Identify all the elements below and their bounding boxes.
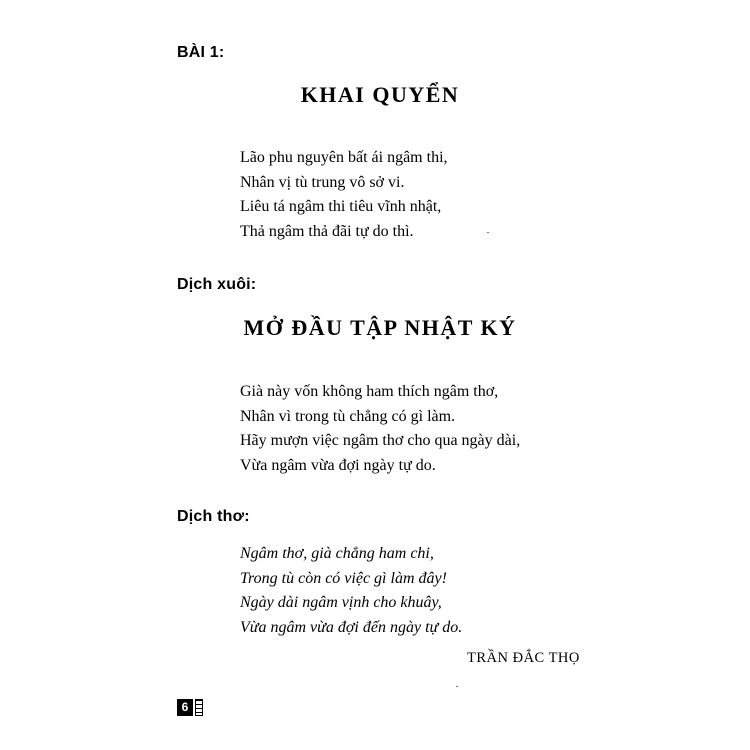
verse-translation — [240, 542, 462, 640]
verse-line: Trong tù còn có việc gì làm đây! — [240, 569, 447, 587]
verse-translation-label: Dịch thơ: — [177, 508, 250, 525]
translator-name: TRẦN ĐẮC THỌ — [467, 650, 580, 666]
verse-line: Ngày dài ngâm vịnh cho khuây, — [240, 594, 442, 611]
prose-line: Hãy mượn việc ngâm thơ cho qua ngày dài, — [240, 432, 521, 449]
prose-line: Vừa ngâm vừa đợi ngày tự do. — [240, 456, 436, 474]
poem-line: Nhân vị tù trung vô sở vi. — [240, 173, 405, 191]
prose-translation — [240, 380, 520, 478]
poem-line: Lão phu nguyên bất ái ngâm thi, — [240, 149, 448, 166]
verse-line: Vừa ngâm vừa đợi đến ngày tự do. — [240, 618, 463, 636]
original-title: KHAI QUYỂN — [300, 82, 460, 107]
original-poem — [240, 146, 448, 244]
print-speck — [456, 686, 458, 687]
poem-line: Liêu tá ngâm thi tiêu vĩnh nhật, — [240, 198, 442, 215]
page-number: 6 — [177, 699, 193, 716]
prose-line: Già này vốn không ham thích ngâm thơ, — [240, 383, 499, 400]
prose-line: Nhân vì trong tù chẳng có gì làm. — [240, 407, 456, 425]
poem-line: Thả ngâm thả đãi tự do thì. — [240, 222, 414, 240]
section-label: BÀI 1: — [177, 44, 225, 61]
print-speck — [487, 232, 489, 233]
prose-translation-title: MỞ ĐẦU TẬP NHẬT KÝ — [243, 315, 517, 340]
page-number-ornament — [195, 699, 203, 716]
prose-translation-label: Dịch xuôi: — [177, 276, 257, 293]
verse-line: Ngâm thơ, già chẳng ham chi, — [240, 545, 434, 562]
